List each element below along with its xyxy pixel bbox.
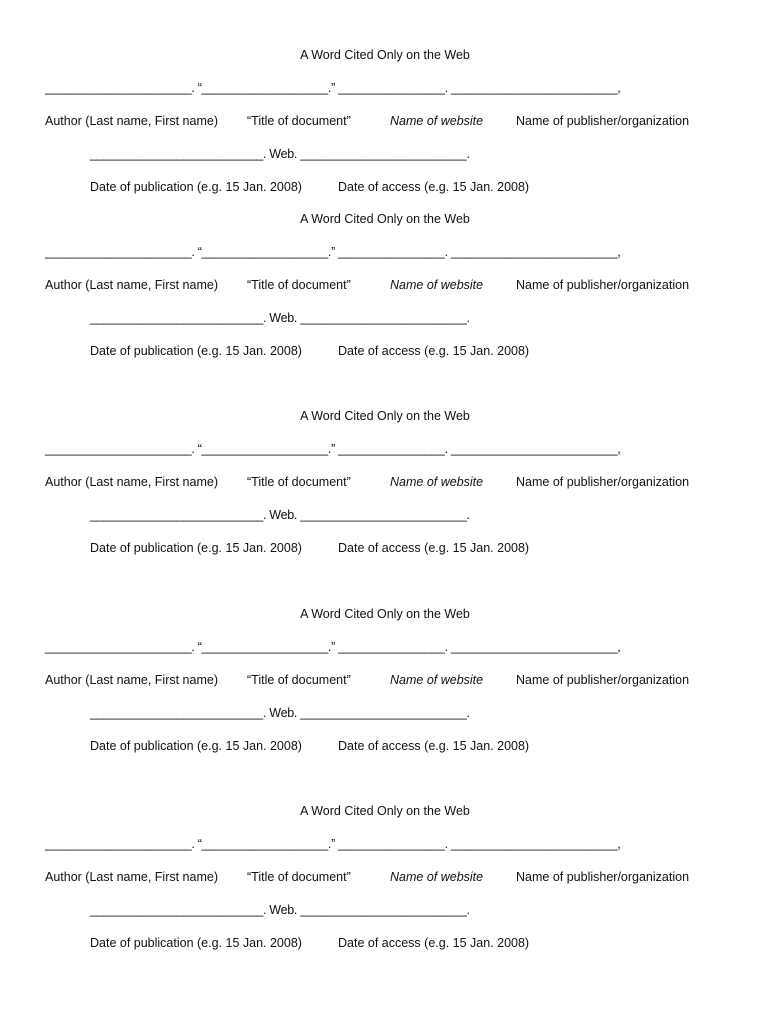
date-of-access-label: Date of access (e.g. 15 Jan. 2008): [338, 180, 530, 194]
citation-blank-line-2: __________________________. Web. _________________________.: [90, 311, 470, 325]
date-of-access-label: Date of access (e.g. 15 Jan. 2008): [338, 344, 530, 358]
citation-blank-line-2: __________________________. Web. _________________________.: [90, 706, 470, 720]
citation-blank-line-1: ______________________. “___________________.” ________________. _________________________,: [45, 442, 621, 456]
citation-blank-line-1: ______________________. “___________________.” ________________. _________________________,: [45, 640, 621, 654]
citation-blank-line-2: __________________________. Web. _________________________.: [90, 147, 470, 161]
block-title: A Word Cited Only on the Web: [300, 409, 470, 423]
publisher-label: Name of publisher/organization: [516, 475, 690, 489]
citation-block: [0, 409, 770, 559]
name-of-website-label: Name of website: [390, 114, 484, 128]
title-of-document-label: “Title of document”: [247, 278, 351, 292]
name-of-website-label: Name of website: [390, 278, 484, 292]
publisher-label: Name of publisher/organization: [516, 114, 690, 128]
block-title: A Word Cited Only on the Web: [300, 804, 470, 818]
citation-block: [0, 48, 770, 198]
title-of-document-label: “Title of document”: [247, 114, 351, 128]
date-of-publication-label: Date of publication (e.g. 15 Jan. 2008): [90, 541, 302, 555]
citation-block: [0, 804, 770, 954]
date-of-publication-label: Date of publication (e.g. 15 Jan. 2008): [90, 739, 302, 753]
date-of-publication-label: Date of publication (e.g. 15 Jan. 2008): [90, 180, 302, 194]
name-of-website-label: Name of website: [390, 475, 484, 489]
citation-blank-line-1: ______________________. “___________________.” ________________. _________________________,: [45, 245, 621, 259]
block-title: A Word Cited Only on the Web: [300, 607, 470, 621]
citation-blank-line-2: __________________________. Web. _________________________.: [90, 903, 470, 917]
publisher-label: Name of publisher/organization: [516, 870, 690, 884]
date-of-access-label: Date of access (e.g. 15 Jan. 2008): [338, 739, 530, 753]
name-of-website-label: Name of website: [390, 870, 484, 884]
citation-blank-line-2: __________________________. Web. _________________________.: [90, 508, 470, 522]
block-title: A Word Cited Only on the Web: [300, 48, 470, 62]
publisher-label: Name of publisher/organization: [516, 673, 690, 687]
name-of-website-label: Name of website: [390, 673, 484, 687]
author-label: Author (Last name, First name): [45, 114, 218, 128]
title-of-document-label: “Title of document”: [247, 870, 351, 884]
block-title: A Word Cited Only on the Web: [300, 212, 470, 226]
author-label: Author (Last name, First name): [45, 870, 218, 884]
author-label: Author (Last name, First name): [45, 475, 218, 489]
citation-blank-line-1: ______________________. “___________________.” ________________. _________________________,: [45, 81, 621, 95]
date-of-publication-label: Date of publication (e.g. 15 Jan. 2008): [90, 936, 302, 950]
citation-blank-line-1: ______________________. “___________________.” ________________. _________________________,: [45, 837, 621, 851]
title-of-document-label: “Title of document”: [247, 475, 351, 489]
date-of-access-label: Date of access (e.g. 15 Jan. 2008): [338, 936, 530, 950]
date-of-publication-label: Date of publication (e.g. 15 Jan. 2008): [90, 344, 302, 358]
citation-block: [0, 212, 770, 362]
date-of-access-label: Date of access (e.g. 15 Jan. 2008): [338, 541, 530, 555]
author-label: Author (Last name, First name): [45, 278, 218, 292]
title-of-document-label: “Title of document”: [247, 673, 351, 687]
citation-block: [0, 607, 770, 757]
author-label: Author (Last name, First name): [45, 673, 218, 687]
publisher-label: Name of publisher/organization: [516, 278, 690, 292]
